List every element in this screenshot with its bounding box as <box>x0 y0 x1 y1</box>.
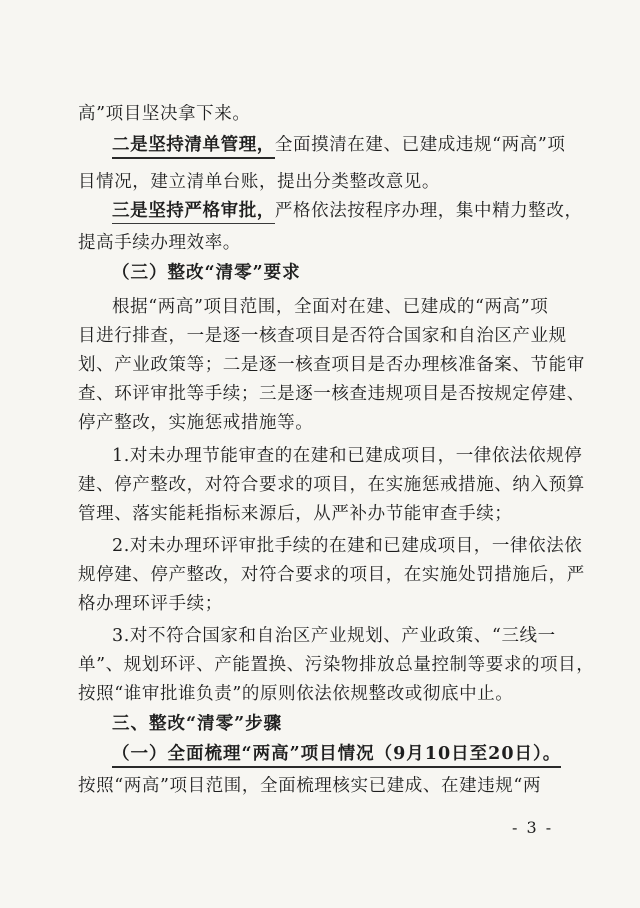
paragraph-line: 目进行排查，一是逐一核查项目是否符合国家和自治区产业规 <box>78 326 567 346</box>
paragraph-line: 格办理环评手续； <box>78 594 223 614</box>
paragraph-line: 高”项目坚决拿下来。 <box>78 104 251 124</box>
paragraph-line <box>112 200 583 222</box>
section-heading: 三、整改“清零”步骤 <box>112 714 283 734</box>
underlined-heading: 三是坚持严格审批， <box>112 201 275 224</box>
paragraph-line: 目情况，建立清单台账，提出分类整改意见。 <box>78 172 440 192</box>
paragraph-text: 全面摸清在建、已建成违规“两高”项 <box>274 135 566 155</box>
paragraph-line: 查、环评审批等手续；三是逐一核查违规项目是否按规定停建、 <box>78 384 585 404</box>
paragraph-line: 建、停产整改，对符合要求的项目，在实施惩戒措施、纳入预算 <box>78 475 585 495</box>
paragraph-line: 按照“两高”项目范围，全面梳理核实已建成、在建违规“两 <box>78 776 542 796</box>
paragraph-line: 提高手续办理效率。 <box>78 233 241 253</box>
paragraph-line: 3.对不符合国家和自治区产业规划、产业政策、“三线一 <box>112 626 556 646</box>
paragraph-line: 单”、规划环评、产能置换、污染物排放总量控制等要求的项目， <box>78 655 595 675</box>
paragraph-line: 1.对未办理节能审查的在建和已建成项目，一律依法依规停 <box>112 446 583 466</box>
paragraph-line: 管理、落实能耗指标来源后，从严补办节能审查手续； <box>78 504 513 524</box>
paragraph-line: 划、产业政策等；二是逐一核查项目是否办理核准备案、节能审 <box>78 355 585 375</box>
paragraph-line: 2.对未办理环评审批手续的在建和已建成项目，一律依法依 <box>112 536 583 556</box>
underlined-heading: （一）全面梳理“两高”项目情况（9月10日至20日）。 <box>112 744 561 768</box>
section-heading: （三）整改“清零”要求 <box>112 263 301 283</box>
paragraph-line: 停产整改，实施惩戒措施等。 <box>78 413 314 433</box>
paragraph-text: 严格依法按程序办理，集中精力整改， <box>274 201 583 221</box>
underlined-heading: 二是坚持清单管理， <box>112 135 275 159</box>
page-number: - 3 - <box>512 818 554 837</box>
subsection-heading <box>112 743 561 765</box>
paragraph-line: 根据“两高”项目范围，全面对在建、已建成的“两高”项 <box>112 297 549 317</box>
paragraph-line: 按照“谁审批谁负责”的原则依法依规整改或彻底中止。 <box>78 684 514 704</box>
paragraph-line: 规停建、停产整改，对符合要求的项目，在实施处罚措施后，严 <box>78 565 585 585</box>
paragraph-line <box>112 134 566 156</box>
